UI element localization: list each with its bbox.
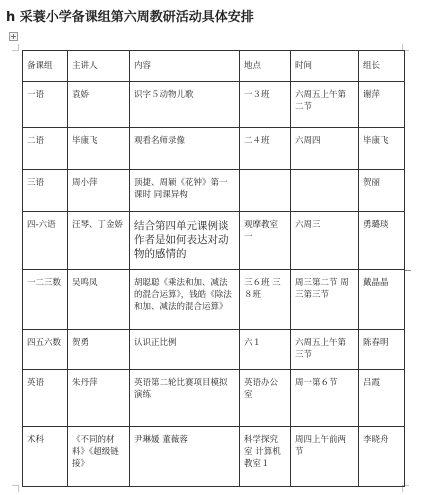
header-time: 时间 [291, 51, 359, 82]
cell-place: 三６班 三８班 [240, 270, 291, 330]
cell-group: 四-六语 [23, 212, 68, 270]
cell-speaker: 吴鸣凤 [68, 270, 130, 330]
cell-group: 四五六数 [23, 330, 68, 370]
cell-leader: 谢萍 [359, 82, 405, 128]
cell-leader: 戴晶晶 [359, 270, 405, 330]
cell-place [240, 170, 291, 212]
page-title: h 采蓑小学备课组第六周教研活动具体安排 [6, 10, 254, 25]
header-group: 备课组 [23, 51, 68, 82]
column-resize-marker-icon [405, 270, 411, 271]
cell-time: 周一第６节 [291, 370, 359, 427]
cell-content: 英语第二轮比赛项目模拟演练 [130, 370, 240, 427]
cell-speaker: 贺勇 [68, 330, 130, 370]
cell-leader: 毕康飞 [359, 128, 405, 170]
cell-place: 观摩教室一 [240, 212, 291, 270]
cell-group: 三语 [23, 170, 68, 212]
schedule-table [22, 50, 405, 487]
cell-place: 六１ [240, 330, 291, 370]
table-row [23, 330, 405, 370]
cell-speaker: 毕康飞 [68, 128, 130, 170]
cell-speaker: 袁娇 [68, 82, 130, 128]
cell-content: 认识正比例 [130, 330, 240, 370]
cell-time [291, 170, 359, 212]
crop-mark-icon [12, 485, 19, 492]
cell-time: 六周四 [291, 128, 359, 170]
header-place: 地点 [240, 51, 291, 82]
table-row [23, 212, 405, 270]
cell-time: 六周五上午第二节 [291, 82, 359, 128]
cell-place: 一３班 [240, 82, 291, 128]
cell-group: 一语 [23, 82, 68, 128]
cell-content: 尹琳媛 董薇蓉 [130, 427, 240, 487]
cell-content: 胡聪聪《乘法和加、减法的混合运算》，钱皓《除法和加、减法的混合运算》 [130, 270, 240, 330]
cell-group: 英语 [23, 370, 68, 427]
cell-leader: 勇璐琰 [359, 212, 405, 270]
cell-speaker: 周小萍 [68, 170, 130, 212]
crop-mark-icon [12, 44, 19, 51]
cell-content: 识字５动物儿歌 [130, 82, 240, 128]
cell-time: 周四上午前两节 [291, 427, 359, 487]
cell-time: 六周三 [291, 212, 359, 270]
cell-time: 六周五上午第三节 [291, 330, 359, 370]
table-row [23, 128, 405, 170]
cell-group: 术科 [23, 427, 68, 487]
cell-place: 二４班 [240, 128, 291, 170]
table-row [23, 170, 405, 212]
cell-speaker: 《不同的材料》《超级链接》 [68, 427, 130, 487]
cell-place: 科学探究室 计算机教室１ [240, 427, 291, 487]
cell-speaker: 朱丹萍 [68, 370, 130, 427]
cell-group: 一二三数 [23, 270, 68, 330]
table-row [23, 270, 405, 330]
header-content: 内容 [130, 51, 240, 82]
cell-place: 英语办公室 [240, 370, 291, 427]
cell-content: 观看名师录像 [130, 128, 240, 170]
header-leader: 组长 [359, 51, 405, 82]
header-speaker: 主讲人 [68, 51, 130, 82]
table-row [23, 427, 405, 487]
cell-content: 顶捷、周颖《花钟》第一课时 同课异构 [130, 170, 240, 212]
table-move-handle-icon[interactable] [9, 32, 18, 41]
cell-content: 结合第四单元课例谈作者是如何表达对动物的感情的 [130, 212, 240, 270]
table-row [23, 370, 405, 427]
cell-group: 二语 [23, 128, 68, 170]
table-row [23, 82, 405, 128]
cell-leader: 李晓舟 [359, 427, 405, 487]
cell-leader: 陈春明 [359, 330, 405, 370]
table-header-row [23, 51, 405, 82]
cell-leader: 贺丽 [359, 170, 405, 212]
cell-leader: 吕霞 [359, 370, 405, 427]
cell-speaker: 汪琴、丁金娇 [68, 212, 130, 270]
cell-time: 周三第二节 周三第三节 [291, 270, 359, 330]
